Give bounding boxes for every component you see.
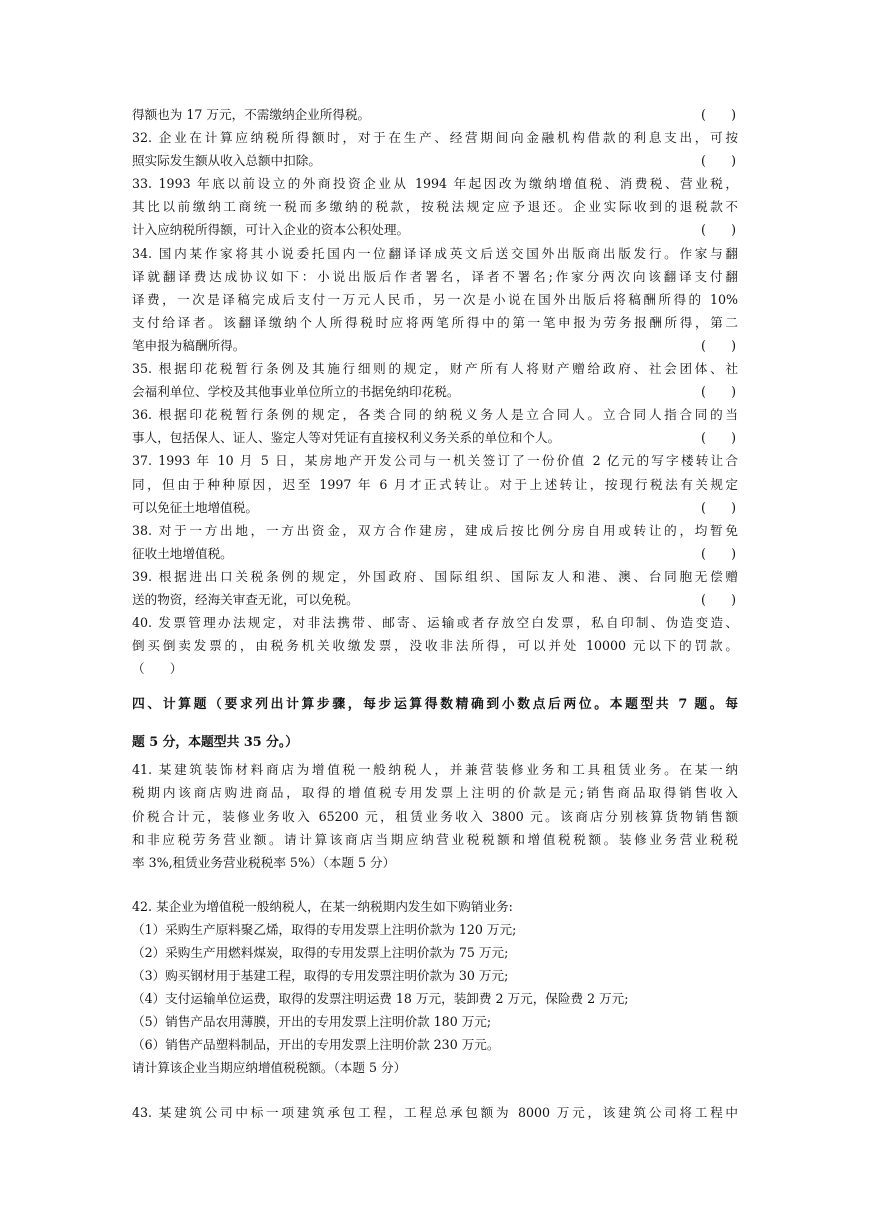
answer-blank: ( ): [700, 591, 736, 607]
text-line: 事人，包括保人、证人、鉴定人等对凭证有直接权利义务关系的单位和个人。 ( ): [132, 426, 738, 449]
text-line: 征收土地增值税。 ( ): [132, 542, 738, 565]
answer-blank: ( ): [700, 107, 736, 122]
text-line: 率 3%,租赁业务营业税税率 5%）（本题 5 分）: [132, 854, 396, 870]
list-item: （4）支付运输单位运费，取得的发票注明运费 18 万元，装卸费 2 万元，保险费 2 万元;: [132, 991, 629, 1007]
text-line: 笔申报为稿酬所得。 ( ): [132, 334, 738, 357]
text-line: 得额也为 17 万元，不需缴纳企业所得税。 ( ): [132, 103, 738, 126]
answer-blank: ( ): [700, 222, 736, 238]
text-line: 33. 1993 年底以前设立的外商投资企业从 1994 年起因改为缴纳增值税、消费税、营业税，: [132, 176, 738, 192]
text-line: 和非应税劳务营业额。请计算该商店当期应纳营业税税额和增值税税额。装修业务营业税税: [132, 831, 738, 847]
text-line: 计入应纳税所得额，可计入企业的资本公积处理。 ( ): [132, 218, 738, 241]
section-heading: 题 5 分，本题型共 35 分。）: [132, 735, 299, 751]
text-line: 会福利单位、学校及其他事业单位所立的书据免纳印花税。 ( ): [132, 380, 738, 403]
text-line: 译就翻译费达成协议如下：小说出版后作者署名，译者不署名;作家分两次向该翻译支付翻: [132, 268, 738, 284]
text-line: 支付给译者。该翻译缴纳个人所得税时应将两笔所得中的第一笔申报为劳务报酬所得，第二: [132, 314, 738, 330]
text-line: 倒买倒卖发票的，由税务机关收缴发票，没收非法所得，可以并处 10000 元以下的罚款。: [132, 638, 738, 654]
answer-blank: （ ）: [132, 661, 183, 677]
text-line: 34. 国内某作家将其小说委托国内一位翻译译成英文后送交国外出版商出版发行。作家与翻: [132, 245, 738, 261]
answer-blank: ( ): [700, 384, 736, 400]
document-page: [132, 103, 738, 1124]
list-item: （6）销售产品塑料制品，开出的专用发票上注明价款 230 万元。: [132, 1037, 500, 1053]
text-line: 36. 根据印花税暂行条例的规定，各类合同的纳税义务人是立合同人。立合同人指合同的当: [132, 407, 738, 423]
list-item: （3）购买钢材用于基建工程，取得的专用发票注明价款为 30 万元;: [132, 968, 509, 984]
section-heading: 四、计算题（要求列出计算步骤，每步运算得数精确到小数点后两位。本题型共 7 题。每: [132, 697, 738, 713]
answer-blank: ( ): [700, 153, 736, 169]
text-line: 38. 对于一方出地，一方出资金，双方合作建房，建成后按比例分房自用或转让的，均暂免: [132, 522, 738, 538]
answer-blank: ( ): [700, 545, 736, 561]
text-line: 39. 根据进出口关税条例的规定，外国政府、国际组织、国际友人和港、澳、台同胞无偿赠: [132, 568, 738, 584]
text-line: 37. 1993 年 10 月 5 日，某房地产开发公司与一机关签订了一份价值 2 亿元的写字楼转让合: [132, 453, 738, 469]
text-line: 价税合计元，装修业务收入 65200 元，租赁业务收入 3800 元。该商店分别核算货物销售额: [132, 808, 738, 824]
text-line: 42. 某企业为增值税一般纳税人，在某一纳税期内发生如下购销业务:: [132, 898, 513, 914]
list-item: （2）采购生产用燃料煤炭，取得的专用发票上注明价款为 75 万元;: [132, 945, 509, 960]
text-line: 税期内该商店购进商品，取得的增值税专用发票上注明的价款是元;销售商品取得销售收入: [132, 785, 738, 801]
list-item: （5）销售产品农用薄膜，开出的专用发票上注明价款 180 万元;: [132, 1014, 492, 1030]
text-line: 43. 某建筑公司中标一项建筑承包工程，工程总承包额为 8000 万元，该建筑公司将工程中: [132, 1104, 738, 1120]
text-line: 其比以前缴纳工商统一税而多缴纳的税款，按税法规定应予退还。企业实际收到的退税款不: [132, 199, 738, 215]
text-line: 35. 根据印花税暂行条例及其施行细则的规定，财产所有人将财产赠给政府、社会团体、社: [132, 361, 738, 377]
text-line: 40. 发票管理办法规定，对非法携带、邮寄、运输或者存放空白发票，私自印制、伪造变造、: [132, 615, 738, 631]
answer-blank: ( ): [700, 430, 736, 446]
text-line: 译费，一次是译稿完成后支付一万元人民币，另一次是小说在国外出版后将稿酬所得的 10%: [132, 291, 738, 307]
text-line: 照实际发生额从收入总额中扣除。 ( ): [132, 149, 738, 172]
text-line: 送的物资，经海关审查无讹，可以免税。 ( ): [132, 588, 738, 611]
answer-blank: ( ): [700, 337, 736, 353]
text-line: 41. 某建筑装饰材料商店为增值税一般纳税人，并兼营装修业务和工具租赁业务。在某一纳: [132, 762, 738, 778]
text-line: 32. 企业在计算应纳税所得额时，对于在生产、经营期间向金融机构借款的利息支出，可按: [132, 130, 738, 146]
answer-blank: ( ): [700, 499, 736, 515]
list-item: （1）采购生产原料聚乙烯，取得的专用发票上注明价款为 120 万元;: [132, 921, 517, 937]
text-line: 请计算该企业当期应纳增值税税额。（本题 5 分）: [132, 1060, 407, 1076]
text-line: 可以免征土地增值税。 ( ): [132, 496, 738, 519]
text-line: 同，但由于种种原因，迟至 1997 年 6 月才正式转让。对于上述转让，按现行税法有关规定: [132, 476, 738, 492]
